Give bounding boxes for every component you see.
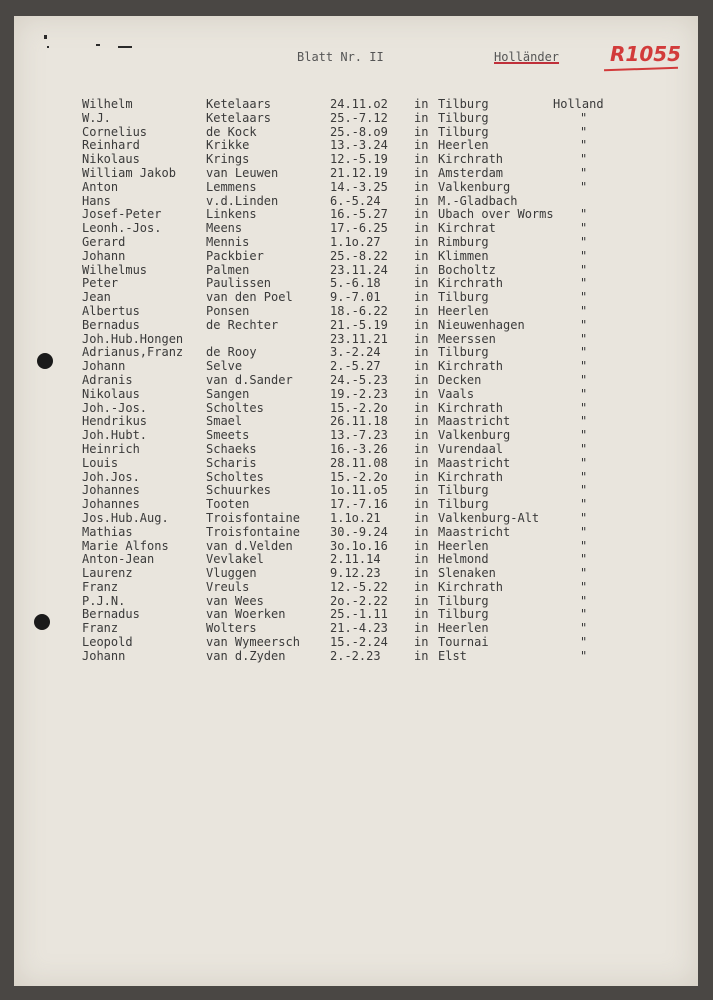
nationality: " [580, 276, 588, 291]
in-word: in [414, 317, 429, 332]
list-item [0, 346, 713, 360]
nationality: " [580, 359, 588, 374]
list-item [0, 636, 713, 650]
list-item [0, 415, 713, 429]
first-name: Jean [82, 290, 111, 305]
birth-place: Kirchrath [438, 276, 504, 291]
nationality: " [580, 221, 588, 236]
nationality: " [580, 372, 588, 387]
nationality: " [580, 621, 588, 636]
birth-date: 25.-1.11 [330, 607, 388, 622]
birth-place: Maastricht [438, 524, 511, 539]
in-word: in [414, 483, 429, 498]
birth-place: Klimmen [438, 248, 489, 263]
in-word: in [414, 234, 429, 249]
birth-date: 25.-7.12 [330, 110, 388, 125]
nationality: " [580, 552, 588, 567]
first-name: Nikolaus [82, 386, 140, 401]
list-item [0, 567, 713, 581]
in-word: in [414, 110, 429, 125]
first-name: Johann [82, 248, 126, 263]
first-name: Hendrikus [82, 414, 148, 429]
nationality: " [580, 331, 588, 346]
list-item [0, 333, 713, 347]
nationality: " [580, 400, 588, 415]
in-word: in [414, 262, 429, 277]
person-list [0, 98, 713, 664]
nationality: " [580, 483, 588, 498]
last-name: Scharis [206, 455, 257, 470]
birth-place: Vaals [438, 386, 475, 401]
first-name: Adrianus,Franz [82, 345, 184, 360]
nationality: " [580, 579, 588, 594]
birth-place: Helmond [438, 552, 489, 567]
first-name: Hans [82, 193, 111, 208]
last-name: Krings [206, 152, 250, 167]
nationality: " [580, 386, 588, 401]
birth-date: 17.-6.25 [330, 221, 388, 236]
birth-date: 13.-3.24 [330, 138, 388, 153]
nationality: " [580, 593, 588, 608]
birth-place: Decken [438, 372, 482, 387]
list-item [0, 126, 713, 140]
birth-place: Heerlen [438, 138, 489, 153]
birth-place: Tilburg [438, 345, 489, 360]
in-word: in [414, 303, 429, 318]
in-word: in [414, 538, 429, 553]
first-name: Bernadus [82, 317, 140, 332]
nationality: " [580, 607, 588, 622]
last-name: Tooten [206, 497, 250, 512]
birth-place: Vurendaal [438, 441, 504, 456]
last-name: Vevlakel [206, 552, 264, 567]
nationality: " [580, 165, 588, 180]
last-name: Wolters [206, 621, 257, 636]
birth-date: 16.-5.27 [330, 207, 388, 222]
birth-place: Tilburg [438, 483, 489, 498]
list-item [0, 374, 713, 388]
birth-date: 21.12.19 [330, 165, 388, 180]
birth-date: 5.-6.18 [330, 276, 381, 291]
nationality: " [580, 303, 588, 318]
list-item [0, 402, 713, 416]
birth-place: Tilburg [438, 124, 489, 139]
birth-date: 2.11.14 [330, 552, 381, 567]
first-name: Johannes [82, 483, 140, 498]
birth-place: Slenaken [438, 566, 496, 581]
ink-speck [118, 46, 132, 48]
last-name: Smael [206, 414, 243, 429]
last-name: Ketelaars [206, 97, 272, 111]
list-item [0, 98, 713, 112]
in-word: in [414, 469, 429, 484]
last-name: Mennis [206, 234, 250, 249]
birth-date: 19.-2.23 [330, 386, 388, 401]
first-name: Nikolaus [82, 152, 140, 167]
in-word: in [414, 248, 429, 263]
last-name: de Kock [206, 124, 257, 139]
first-name: Johann [82, 648, 126, 663]
nationality: " [580, 317, 588, 332]
birth-date: 26.11.18 [330, 414, 388, 429]
list-item [0, 112, 713, 126]
list-item [0, 236, 713, 250]
birth-place: Maastricht [438, 455, 511, 470]
birth-date: 18.-6.22 [330, 303, 388, 318]
nationality: " [580, 262, 588, 277]
category-heading: Holländer [494, 50, 560, 64]
in-word: in [414, 497, 429, 512]
nationality: " [580, 538, 588, 553]
birth-date: 23.11.24 [330, 262, 388, 277]
in-word: in [414, 386, 429, 401]
first-name: Heinrich [82, 441, 140, 456]
birth-date: 17.-7.16 [330, 497, 388, 512]
birth-place: Elst [438, 648, 467, 663]
nationality: " [580, 124, 588, 139]
in-word: in [414, 635, 429, 650]
list-item [0, 457, 713, 471]
ink-speck [47, 46, 49, 48]
birth-date: 1.1o.21 [330, 510, 381, 525]
birth-place: Tilburg [438, 593, 489, 608]
nationality: " [580, 345, 588, 360]
first-name: Jos.Hub.Aug. [82, 510, 169, 525]
list-item [0, 498, 713, 512]
birth-place: Kirchrath [438, 400, 504, 415]
last-name: Vluggen [206, 566, 257, 581]
in-word: in [414, 524, 429, 539]
nationality: " [580, 635, 588, 650]
first-name: Albertus [82, 303, 140, 318]
list-item [0, 608, 713, 622]
first-name: W.J. [82, 110, 111, 125]
birth-place: Tilburg [438, 110, 489, 125]
in-word: in [414, 579, 429, 594]
first-name: William Jakob [82, 165, 176, 180]
in-word: in [414, 428, 429, 443]
last-name: van d.Sander [206, 372, 293, 387]
last-name: Meens [206, 221, 243, 236]
in-word: in [414, 193, 429, 208]
first-name: P.J.N. [82, 593, 126, 608]
first-name: Wilhelmus [82, 262, 148, 277]
in-word: in [414, 552, 429, 567]
last-name: Lemmens [206, 179, 257, 194]
last-name: van d.Zyden [206, 648, 286, 663]
birth-place: Rimburg [438, 234, 489, 249]
nationality: " [580, 152, 588, 167]
in-word: in [414, 359, 429, 374]
first-name: Cornelius [82, 124, 148, 139]
last-name: v.d.Linden [206, 193, 279, 208]
birth-place: Kirchrath [438, 579, 504, 594]
in-word: in [414, 510, 429, 525]
last-name: van den Poel [206, 290, 293, 305]
in-word: in [414, 124, 429, 139]
last-name: Paulissen [206, 276, 272, 291]
list-item [0, 622, 713, 636]
list-item [0, 167, 713, 181]
first-name: Joh.-Jos. [82, 400, 148, 415]
first-name: Marie Alfons [82, 538, 169, 553]
birth-date: 12.-5.22 [330, 579, 388, 594]
birth-place: Valkenburg-Alt [438, 510, 540, 525]
first-name: Louis [82, 455, 119, 470]
nationality: " [580, 207, 588, 222]
birth-date: 28.11.08 [330, 455, 388, 470]
last-name: Sangen [206, 386, 250, 401]
in-word: in [414, 345, 429, 360]
birth-date: 16.-3.26 [330, 441, 388, 456]
nationality: " [580, 138, 588, 153]
list-item [0, 512, 713, 526]
birth-place: Heerlen [438, 621, 489, 636]
list-item [0, 471, 713, 485]
birth-date: 15.-2.2o [330, 400, 388, 415]
birth-date: 14.-3.25 [330, 179, 388, 194]
nationality: " [580, 510, 588, 525]
in-word: in [414, 207, 429, 222]
archive-stamp: R1055 [610, 42, 682, 66]
in-word: in [414, 179, 429, 194]
birth-place: Valkenburg [438, 179, 511, 194]
birth-place: Nieuwenhagen [438, 317, 525, 332]
list-item [0, 429, 713, 443]
list-item [0, 319, 713, 333]
birth-date: 15.-2.24 [330, 635, 388, 650]
nationality: " [580, 428, 588, 443]
birth-place: Tournai [438, 635, 489, 650]
first-name: Joh.Jos. [82, 469, 140, 484]
first-name: Wilhelm [82, 97, 133, 111]
list-item [0, 484, 713, 498]
first-name: Peter [82, 276, 119, 291]
last-name: Ponsen [206, 303, 250, 318]
list-item [0, 250, 713, 264]
birth-place: Bocholtz [438, 262, 496, 277]
first-name: Anton-Jean [82, 552, 155, 567]
list-item [0, 443, 713, 457]
last-name: Troisfontaine [206, 524, 300, 539]
first-name: Adranis [82, 372, 133, 387]
in-word: in [414, 221, 429, 236]
birth-date: 23.11.21 [330, 331, 388, 346]
birth-place: Tilburg [438, 607, 489, 622]
birth-date: 21.-4.23 [330, 621, 388, 636]
first-name: Joh.Hubt. [82, 428, 148, 443]
last-name: Palmen [206, 262, 250, 277]
nationality: " [580, 290, 588, 305]
in-word: in [414, 648, 429, 663]
list-item [0, 360, 713, 374]
last-name: Ketelaars [206, 110, 272, 125]
birth-date: 30.-9.24 [330, 524, 388, 539]
nationality: " [580, 441, 588, 456]
first-name: Anton [82, 179, 119, 194]
birth-place: Kirchrath [438, 469, 504, 484]
first-name: Johann [82, 359, 126, 374]
list-item [0, 595, 713, 609]
birth-place: Tilburg [438, 290, 489, 305]
birth-date: 24.-5.23 [330, 372, 388, 387]
nationality: " [580, 110, 588, 125]
last-name: Smeets [206, 428, 250, 443]
last-name: Scholtes [206, 400, 264, 415]
birth-place: Heerlen [438, 538, 489, 553]
birth-date: 25.-8.o9 [330, 124, 388, 139]
in-word: in [414, 607, 429, 622]
birth-place: Kirchrat [438, 221, 496, 236]
birth-place: Kirchrath [438, 152, 504, 167]
list-item [0, 540, 713, 554]
list-item [0, 195, 713, 209]
birth-place: Ubach over Worms [438, 207, 554, 222]
in-word: in [414, 621, 429, 636]
birth-place: M.-Gladbach [438, 193, 518, 208]
birth-date: 12.-5.19 [330, 152, 388, 167]
last-name: Packbier [206, 248, 264, 263]
list-item [0, 264, 713, 278]
list-item [0, 277, 713, 291]
in-word: in [414, 400, 429, 415]
nationality: " [580, 179, 588, 194]
in-word: in [414, 97, 429, 111]
birth-date: 6.-5.24 [330, 193, 381, 208]
ink-speck [96, 44, 100, 46]
in-word: in [414, 290, 429, 305]
birth-date: 1o.11.o5 [330, 483, 388, 498]
list-item [0, 222, 713, 236]
first-name: Franz [82, 621, 119, 636]
first-name: Mathias [82, 524, 133, 539]
last-name: Vreuls [206, 579, 250, 594]
list-item [0, 553, 713, 567]
last-name: van Wees [206, 593, 264, 608]
in-word: in [414, 152, 429, 167]
birth-date: 24.11.o2 [330, 97, 388, 111]
birth-date: 3.-2.24 [330, 345, 381, 360]
first-name: Gerard [82, 234, 126, 249]
birth-date: 1.1o.27 [330, 234, 381, 249]
birth-place: Valkenburg [438, 428, 511, 443]
list-item [0, 139, 713, 153]
last-name: van Leuwen [206, 165, 279, 180]
last-name: van Woerken [206, 607, 286, 622]
birth-date: 2o.-2.22 [330, 593, 388, 608]
birth-date: 15.-2.2o [330, 469, 388, 484]
birth-date: 13.-7.23 [330, 428, 388, 443]
last-name: de Rechter [206, 317, 279, 332]
last-name: Krikke [206, 138, 250, 153]
nationality: " [580, 248, 588, 263]
list-item [0, 153, 713, 167]
nationality: " [580, 455, 588, 470]
last-name: de Rooy [206, 345, 257, 360]
in-word: in [414, 138, 429, 153]
in-word: in [414, 331, 429, 346]
birth-place: Heerlen [438, 303, 489, 318]
birth-place: Tilburg [438, 497, 489, 512]
last-name: Schaeks [206, 441, 257, 456]
first-name: Bernadus [82, 607, 140, 622]
list-item [0, 291, 713, 305]
list-item [0, 181, 713, 195]
birth-place: Kirchrath [438, 359, 504, 374]
birth-place: Maastricht [438, 414, 511, 429]
birth-date: 9.12.23 [330, 566, 381, 581]
list-item [0, 526, 713, 540]
nationality: " [580, 648, 588, 663]
birth-date: 3o.1o.16 [330, 538, 388, 553]
birth-date: 9.-7.01 [330, 290, 381, 305]
list-item [0, 305, 713, 319]
list-item [0, 650, 713, 664]
last-name: Troisfontaine [206, 510, 300, 525]
birth-date: 25.-8.22 [330, 248, 388, 263]
first-name: Reinhard [82, 138, 140, 153]
birth-place: Amsterdam [438, 165, 504, 180]
birth-place: Tilburg [438, 97, 489, 111]
first-name: Joh.Hub.Hongen [82, 331, 184, 346]
list-item [0, 388, 713, 402]
nationality: " [580, 414, 588, 429]
first-name: Johannes [82, 497, 140, 512]
nationality: " [580, 524, 588, 539]
nationality: " [580, 234, 588, 249]
last-name: Schuurkes [206, 483, 272, 498]
sheet-number: Blatt Nr. II [297, 50, 384, 64]
birth-place: Meerssen [438, 331, 496, 346]
birth-date: 2.-5.27 [330, 359, 381, 374]
nationality: Holland [553, 97, 604, 111]
last-name: van d.Velden [206, 538, 293, 553]
last-name: Linkens [206, 207, 257, 222]
in-word: in [414, 165, 429, 180]
in-word: in [414, 455, 429, 470]
first-name: Laurenz [82, 566, 133, 581]
first-name: Franz [82, 579, 119, 594]
list-item [0, 208, 713, 222]
nationality: " [580, 469, 588, 484]
nationality: " [580, 566, 588, 581]
in-word: in [414, 414, 429, 429]
nationality: " [580, 497, 588, 512]
last-name: van Wymeersch [206, 635, 300, 650]
list-item [0, 581, 713, 595]
first-name: Josef-Peter [82, 207, 162, 222]
in-word: in [414, 441, 429, 456]
first-name: Leonh.-Jos. [82, 221, 162, 236]
birth-date: 21.-5.19 [330, 317, 388, 332]
last-name: Scholtes [206, 469, 264, 484]
in-word: in [414, 593, 429, 608]
in-word: in [414, 372, 429, 387]
ink-speck [44, 35, 47, 39]
in-word: in [414, 566, 429, 581]
first-name: Leopold [82, 635, 133, 650]
last-name: Selve [206, 359, 243, 374]
birth-date: 2.-2.23 [330, 648, 381, 663]
in-word: in [414, 276, 429, 291]
